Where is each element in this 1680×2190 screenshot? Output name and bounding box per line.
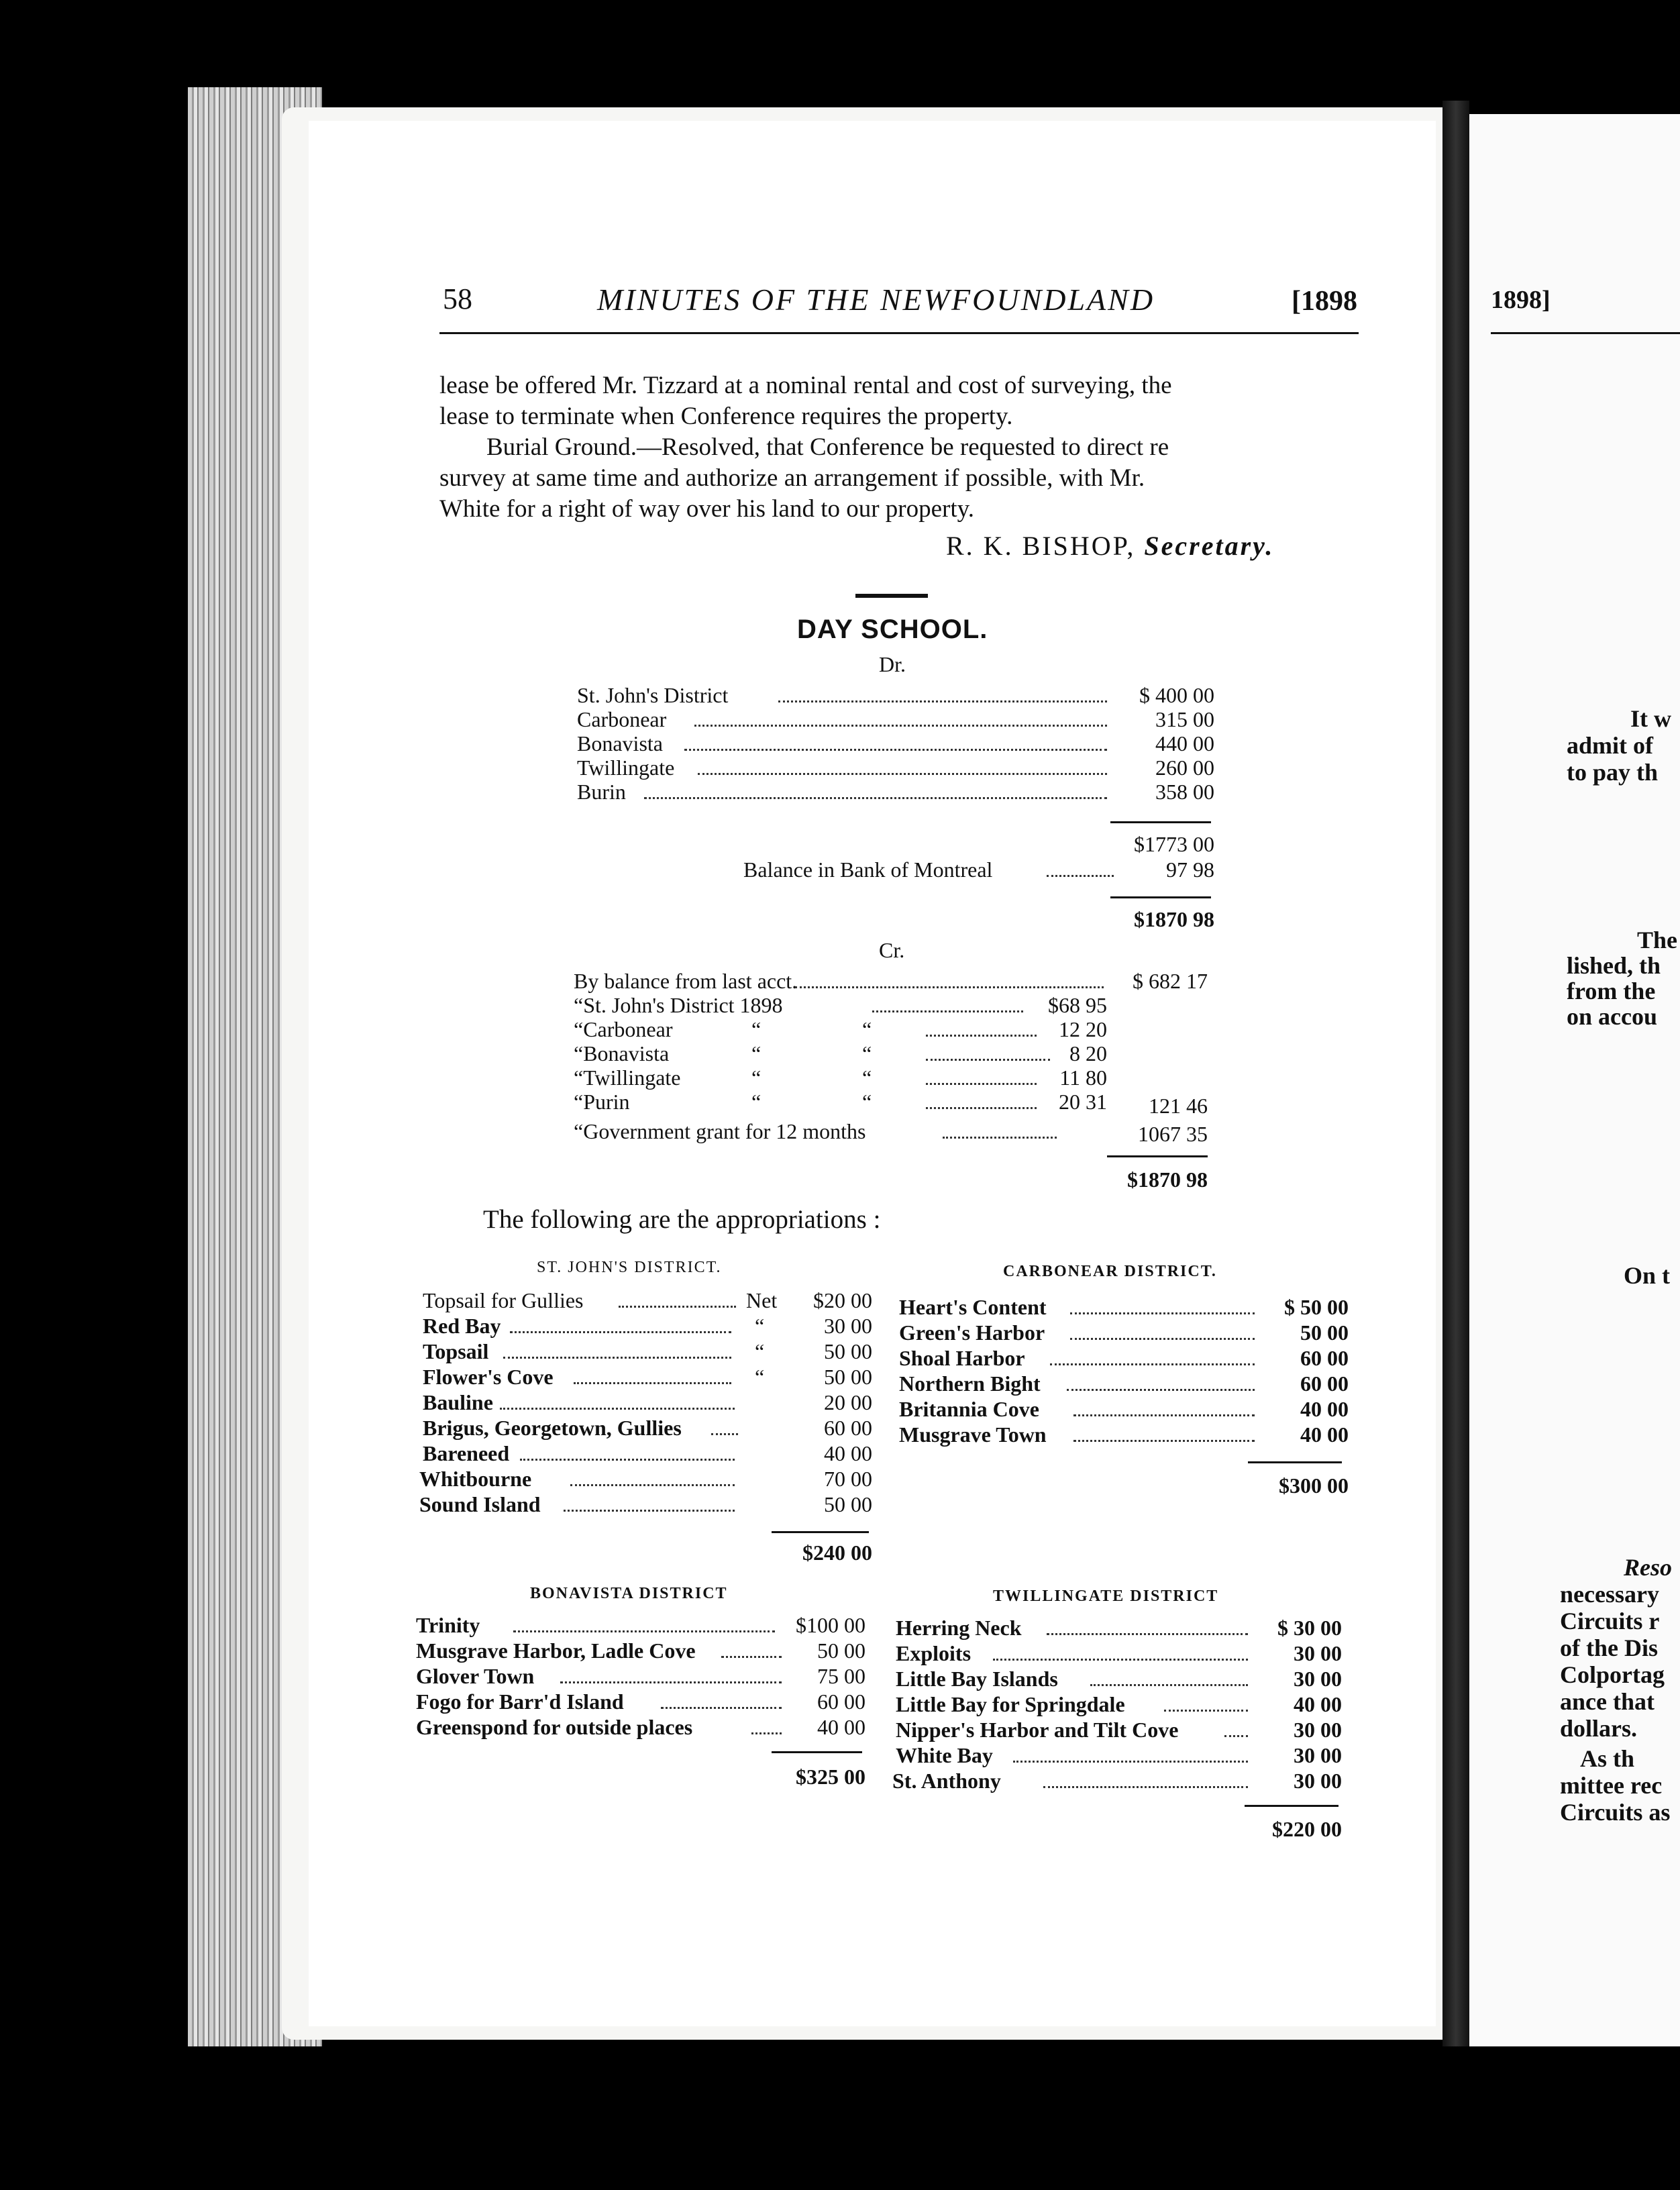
- right-page-year: 1898]: [1491, 286, 1551, 314]
- dr-row-label: Carbonear: [577, 707, 667, 731]
- appropriation-place: Red Bay: [423, 1314, 501, 1338]
- cr-total: $1870 98: [1127, 1167, 1208, 1192]
- right-page-fragment: on accou: [1567, 1003, 1657, 1030]
- dr-subtotal: $1773 00: [1134, 832, 1214, 856]
- sum-rule: [772, 1531, 869, 1533]
- appropriation-place: Flower's Cove: [423, 1365, 554, 1389]
- day-school-title: DAY SCHOOL.: [797, 615, 988, 644]
- ditto-mark: “: [751, 1065, 762, 1090]
- dr-total: $1870 98: [1134, 907, 1214, 931]
- appropriation-place: Bauline: [423, 1390, 493, 1414]
- cr-row-label: By balance from last acct.: [574, 969, 798, 993]
- appropriation-place: Brigus, Georgetown, Gullies: [423, 1416, 682, 1440]
- leader-dots: [1070, 1338, 1255, 1340]
- header-year: [1898: [1292, 286, 1357, 317]
- right-page-fragment: Circuits r: [1560, 1608, 1660, 1634]
- appropriation-amount: $ 50 00: [1284, 1295, 1349, 1319]
- intro-line-2: lease to terminate when Conference requires the property.: [439, 403, 1013, 430]
- appropriation-place: Exploits: [896, 1641, 972, 1665]
- appropriation-place: Northern Bight: [899, 1371, 1041, 1396]
- ditto-mark: “: [751, 1017, 762, 1041]
- appropriation-amount: 40 00: [1294, 1692, 1342, 1716]
- ditto-mark: “: [751, 1041, 762, 1065]
- appropriation-place: Fogo for Barr'd Island: [416, 1689, 624, 1714]
- appropriation-amount: 50 00: [824, 1339, 872, 1363]
- appropriation-amount: 40 00: [824, 1441, 872, 1465]
- page-number: 58: [443, 282, 472, 315]
- ditto-mark: “: [862, 1017, 872, 1041]
- sum-rule: [1248, 1461, 1342, 1463]
- appropriation-place: Trinity: [416, 1613, 480, 1637]
- appropriation-amount: 40 00: [817, 1715, 865, 1739]
- appropriation-amount: 30 00: [1294, 1743, 1342, 1767]
- signature-name: R. K. BISHOP,: [946, 531, 1136, 561]
- ditto-mark: “: [862, 1065, 872, 1090]
- dr-label: Dr.: [879, 652, 906, 676]
- balance-label: Balance in Bank of Montreal: [743, 857, 993, 882]
- cr-row-sub: 20 31: [1059, 1090, 1107, 1114]
- appropriation-note: “: [755, 1339, 765, 1363]
- leader-dots: [560, 1681, 782, 1683]
- cr-label: Cr.: [879, 938, 905, 962]
- appropriation-place: Greenspond for outside places: [416, 1715, 693, 1739]
- intro-line-1: lease be offered Mr. Tizzard at a nominal rental and cost of surveying, the: [439, 372, 1172, 399]
- appropriation-place: Little Bay for Springdale: [896, 1692, 1125, 1716]
- section-divider: [855, 594, 928, 598]
- sum-rule: [772, 1751, 862, 1753]
- leader-dots: [661, 1707, 782, 1709]
- right-page-fragment: ance that: [1560, 1688, 1655, 1715]
- gov-grant-amount: 1067 35: [1138, 1122, 1208, 1146]
- sum-rule: [1107, 1155, 1208, 1157]
- appropriation-amount: 75 00: [817, 1664, 865, 1688]
- sum-rule: [1245, 1805, 1338, 1807]
- appropriation-place: Shoal Harbor: [899, 1346, 1025, 1370]
- dr-row-amount: 358 00: [1155, 780, 1214, 804]
- leader-dots: [698, 773, 1107, 775]
- leader-dots: [1073, 1440, 1255, 1442]
- cr-row-sub: 11 80: [1059, 1065, 1107, 1090]
- leader-dots: [1047, 1633, 1248, 1635]
- leader-dots: [684, 749, 1107, 751]
- appropriation-amount: 60 00: [824, 1416, 872, 1440]
- appropriation-amount: 40 00: [1300, 1397, 1349, 1421]
- cr-row-amount: $ 682 17: [1133, 969, 1208, 993]
- cr-row-sub: 8 20: [1069, 1041, 1107, 1065]
- twillingate-district-title: TWILLINGATE DISTRICT: [993, 1587, 1219, 1605]
- leader-dots: [520, 1459, 735, 1461]
- right-page: [1469, 114, 1680, 2046]
- leader-dots: [1073, 1414, 1255, 1416]
- book-spine: [1442, 101, 1469, 2046]
- appropriation-place: Musgrave Harbor, Ladle Cove: [416, 1638, 696, 1663]
- appropriation-amount: 30 00: [824, 1314, 872, 1338]
- dr-row-amount: 260 00: [1155, 755, 1214, 780]
- right-page-fragment: The: [1637, 927, 1678, 953]
- right-page-fragment: to pay th: [1567, 759, 1659, 786]
- ditto-mark: “: [862, 1041, 872, 1065]
- st-johns-district-title: ST. JOHN'S DISTRICT.: [537, 1259, 722, 1276]
- dr-row-amount: 315 00: [1155, 707, 1214, 731]
- leader-dots: [872, 1010, 1023, 1012]
- appropriation-amount: 50 00: [824, 1492, 872, 1516]
- right-page-fragment: lished, th: [1567, 952, 1661, 979]
- right-page-fragment: Circuits as: [1560, 1799, 1671, 1826]
- appropriation-place: Green's Harbor: [899, 1320, 1045, 1345]
- leader-dots: [570, 1484, 735, 1486]
- appropriation-note: Net: [746, 1288, 778, 1312]
- appropriation-place: St. Anthony: [892, 1769, 1001, 1793]
- appropriation-place: Little Bay Islands: [896, 1667, 1058, 1691]
- appropriation-amount: 40 00: [1300, 1422, 1349, 1447]
- leader-dots: [993, 1659, 1248, 1661]
- right-page-fragment: necessary: [1560, 1581, 1659, 1608]
- intro-line-4: survey at same time and authorize an arrangement if possible, with Mr.: [439, 464, 1145, 492]
- leader-dots: [644, 797, 1107, 799]
- bonavista-district-title: BONAVISTA DISTRICT: [530, 1585, 728, 1602]
- right-page-fragment: Colportag: [1560, 1661, 1665, 1688]
- cr-districts-total: 121 46: [1149, 1094, 1208, 1118]
- appropriation-place: Whitbourne: [419, 1467, 532, 1491]
- appropriation-amount: 60 00: [817, 1689, 865, 1714]
- leader-dots: [694, 725, 1107, 727]
- appropriation-place: Topsail: [423, 1339, 489, 1363]
- appropriation-note: “: [755, 1365, 765, 1389]
- appropriation-place: White Bay: [896, 1743, 993, 1767]
- bonavista-total: $325 00: [796, 1765, 865, 1789]
- right-page-fragment: It w: [1630, 705, 1671, 732]
- leader-dots: [1164, 1710, 1248, 1712]
- appropriation-amount: 30 00: [1294, 1769, 1342, 1793]
- appropriation-amount: $20 00: [813, 1288, 872, 1312]
- dr-row-label: Burin: [577, 780, 626, 804]
- dr-row-amount: $ 400 00: [1139, 683, 1214, 707]
- sum-rule: [1110, 896, 1211, 898]
- carbonear-district-title: CARBONEAR DISTRICT.: [1003, 1263, 1217, 1280]
- appropriation-amount: 70 00: [824, 1467, 872, 1491]
- appropriation-amount: 60 00: [1300, 1371, 1349, 1396]
- appropriation-place: Musgrave Town: [899, 1422, 1047, 1447]
- cr-row-label: “Twillingate: [574, 1065, 681, 1090]
- leader-dots: [1050, 1363, 1255, 1365]
- leader-dots: [564, 1510, 735, 1512]
- appropriation-place: Heart's Content: [899, 1295, 1047, 1319]
- appropriation-amount: $ 30 00: [1277, 1616, 1342, 1640]
- appropriation-amount: 50 00: [1300, 1320, 1349, 1345]
- appropriations-heading: The following are the appropriations :: [483, 1205, 881, 1234]
- leader-dots: [1047, 875, 1114, 877]
- leader-dots: [943, 1137, 1057, 1139]
- cr-row-sub: $68 95: [1048, 993, 1107, 1017]
- twillingate-total: $220 00: [1272, 1817, 1342, 1841]
- dr-row-label: Twillingate: [577, 755, 675, 780]
- appropriation-place: Nipper's Harbor and Tilt Cove: [896, 1718, 1179, 1742]
- appropriation-amount: 30 00: [1294, 1718, 1342, 1742]
- leader-dots: [1090, 1684, 1248, 1686]
- dr-row-amount: 440 00: [1155, 731, 1214, 755]
- header-rule: [439, 332, 1359, 334]
- appropriation-amount: $100 00: [796, 1613, 865, 1637]
- appropriation-amount: 30 00: [1294, 1667, 1342, 1691]
- cr-row-label: “Bonavista: [574, 1041, 670, 1065]
- leader-dots: [500, 1408, 735, 1410]
- appropriation-amount: 50 00: [817, 1638, 865, 1663]
- st-johns-total: $240 00: [802, 1541, 872, 1565]
- cr-row-sub: 12 20: [1059, 1017, 1107, 1041]
- right-page-rule: [1491, 332, 1680, 334]
- appropriation-amount: 30 00: [1294, 1641, 1342, 1665]
- leader-dots: [510, 1331, 731, 1333]
- right-page-fragment: of the Dis: [1560, 1634, 1658, 1661]
- ditto-mark: “: [862, 1090, 872, 1114]
- intro-line-3: Burial Ground.—Resolved, that Conference be requested to direct re: [486, 433, 1169, 461]
- right-page-fragment: On t: [1624, 1262, 1671, 1289]
- leader-dots: [795, 986, 1104, 988]
- right-page-fragment: dollars.: [1560, 1715, 1638, 1742]
- leader-dots: [1070, 1312, 1255, 1314]
- sum-rule: [1110, 821, 1211, 823]
- appropriation-place: Bareneed: [423, 1441, 510, 1465]
- appropriation-place: Sound Island: [419, 1492, 541, 1516]
- dr-row-label: Bonavista: [577, 731, 663, 755]
- signature-title: Secretary.: [1144, 531, 1275, 561]
- leader-dots: [1067, 1389, 1255, 1391]
- right-page-fragment: admit of: [1567, 732, 1653, 759]
- right-page-fragment: Reso: [1624, 1554, 1672, 1581]
- appropriation-place: Glover Town: [416, 1664, 535, 1688]
- carbonear-total: $300 00: [1279, 1473, 1349, 1498]
- dr-row-label: St. John's District: [577, 683, 729, 707]
- signature: [946, 530, 1274, 562]
- intro-line-5: White for a right of way over his land to our property.: [439, 495, 974, 523]
- leader-dots: [503, 1357, 731, 1359]
- gov-grant-label: “Government grant for 12 months: [574, 1119, 866, 1143]
- leader-dots: [778, 700, 1107, 702]
- balance-amount: 97 98: [1166, 857, 1214, 882]
- leader-dots: [1013, 1761, 1248, 1763]
- appropriation-note: “: [755, 1314, 765, 1338]
- right-page-fragment: As th: [1580, 1745, 1635, 1772]
- cr-row-label: “St. John's District 1898: [574, 993, 783, 1017]
- leader-dots: [619, 1306, 736, 1308]
- leader-dots: [711, 1433, 738, 1435]
- leader-dots: [1043, 1786, 1248, 1788]
- appropriation-place: Herring Neck: [896, 1616, 1022, 1640]
- appropriation-amount: 20 00: [824, 1390, 872, 1414]
- appropriation-amount: 60 00: [1300, 1346, 1349, 1370]
- appropriation-amount: 50 00: [824, 1365, 872, 1389]
- leader-dots: [574, 1382, 731, 1384]
- appropriation-place: Topsail for Gullies: [423, 1288, 584, 1312]
- right-page-fragment: from the: [1567, 978, 1656, 1004]
- leader-dots: [513, 1630, 775, 1632]
- running-title: MINUTES OF THE NEWFOUNDLAND: [597, 282, 1155, 317]
- cr-row-label: “Purin: [574, 1090, 630, 1114]
- appropriation-place: Britannia Cove: [899, 1397, 1039, 1421]
- cr-row-label: “Carbonear: [574, 1017, 673, 1041]
- ditto-mark: “: [751, 1090, 762, 1114]
- right-page-fragment: mittee rec: [1560, 1772, 1663, 1799]
